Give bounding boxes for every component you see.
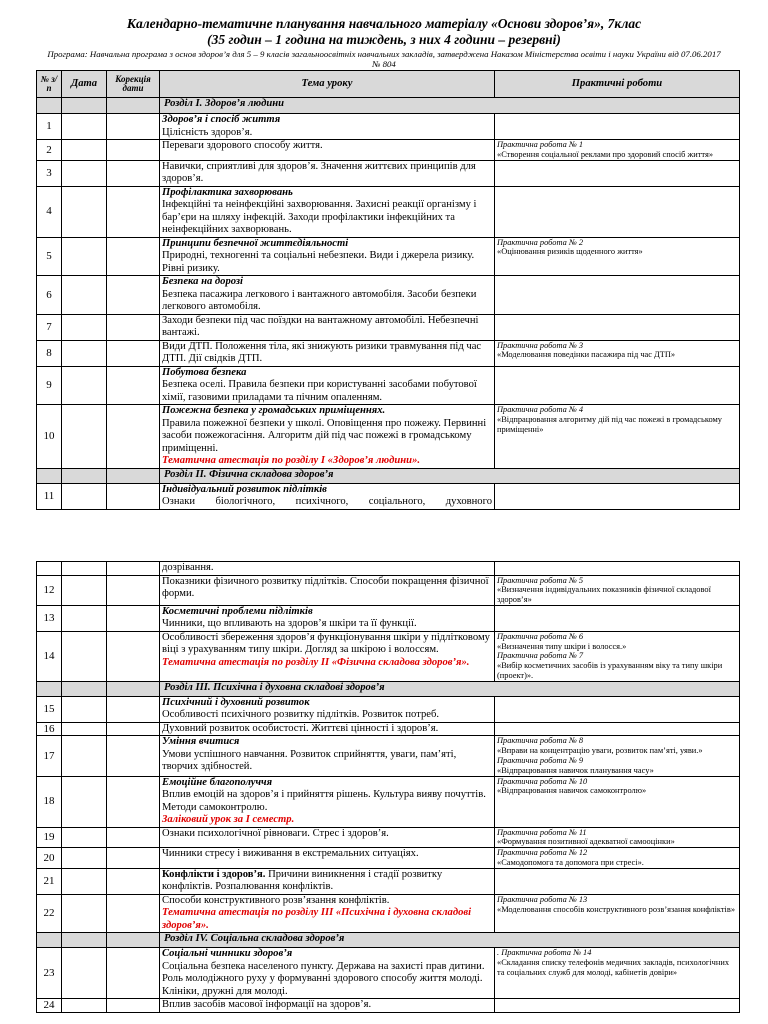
lesson-correction	[107, 736, 160, 776]
lesson-number: 4	[37, 186, 62, 237]
topic-text: Духовний розвиток особистості. Життєві цінності і здоров’я.	[162, 722, 439, 734]
lesson-number: 8	[37, 340, 62, 366]
lesson-practice	[495, 631, 740, 681]
lesson-date	[62, 605, 107, 631]
rows-group-d	[37, 696, 740, 932]
lesson-row	[37, 605, 740, 631]
lesson-topic	[160, 736, 495, 776]
lesson-date	[62, 848, 107, 869]
document-title: Календарно-тематичне планування навчального матеріалу «Основи здоров’я», 7клас	[126, 16, 642, 31]
lesson-number: 7	[37, 314, 62, 340]
lesson-practice	[495, 848, 740, 869]
lesson-practice	[495, 483, 740, 509]
lesson-row	[37, 160, 740, 186]
section-row	[37, 468, 740, 483]
section-title: Розділ ІІІ. Психічна і духовна складові здоров’я	[160, 681, 740, 696]
lesson-correction	[107, 827, 160, 848]
lesson-row	[37, 483, 740, 509]
lesson-correction	[107, 186, 160, 237]
lesson-practice	[495, 827, 740, 848]
lesson-correction	[107, 894, 160, 933]
lesson-number: 18	[37, 776, 62, 827]
lesson-date	[62, 186, 107, 237]
document-subtitle: (35 годин – 1 година на тиждень, з них 4 години – резервні)	[207, 32, 561, 47]
lesson-row	[37, 827, 740, 848]
lesson-practice	[495, 340, 740, 366]
lesson-date	[62, 483, 107, 509]
lesson-topic	[160, 948, 495, 999]
topic-text: Особливості психічного розвитку підлітків. Розвиток потреб.	[162, 709, 440, 721]
lesson-number: 24	[37, 999, 62, 1013]
lesson-topic	[160, 894, 495, 933]
lesson-number: 10	[37, 405, 62, 469]
practice-title: «Визначення типу шкіри і волосся.»	[497, 641, 627, 651]
lesson-correction	[107, 114, 160, 140]
lesson-row	[37, 722, 740, 736]
lesson-number: 11	[37, 483, 62, 509]
lesson-topic	[160, 848, 495, 869]
lesson-practice	[495, 776, 740, 827]
lesson-correction	[107, 948, 160, 999]
lesson-correction	[107, 237, 160, 276]
lesson-row	[37, 999, 740, 1013]
practice-title: «Відпрацювання навичок планування часу»	[497, 765, 654, 775]
lesson-correction	[107, 483, 160, 509]
lesson-number: 17	[37, 736, 62, 776]
lesson-number: 14	[37, 631, 62, 681]
lesson-correction	[107, 631, 160, 681]
practice-number: Практична робота № 4	[497, 405, 584, 415]
practice-title: «Формування позитивної адекватної самооцінки»	[497, 837, 675, 847]
lesson-topic	[160, 776, 495, 827]
rows-group-e	[37, 948, 740, 1013]
topic-text: Умови успішного навчання. Розвиток сприйняття, уваги, пам’яті, творчих здібностей.	[162, 748, 457, 773]
topic-text: Вплив емоцій на здоров’я і прийняття рішень. Культура вияву почуттів. Методи самоконтролю.	[162, 789, 486, 813]
lesson-correction	[107, 696, 160, 722]
table-header-row	[37, 71, 740, 98]
lesson-practice	[495, 736, 740, 776]
lesson-row	[37, 405, 740, 469]
topic-text: Вплив засобів масової інформації на здоров’я.	[162, 999, 372, 1011]
practice-number: Практична робота № 3	[497, 340, 584, 350]
topic-heading: Безпека на дорозі	[162, 276, 243, 288]
lesson-correction	[107, 276, 160, 315]
topic-heading: Принципи безпечної життєдіяльності	[162, 237, 349, 249]
attestation-note: Заліковий урок за І семестр.	[162, 814, 295, 826]
practice-title: «Створення соціальної реклами про здоровий спосіб життя»	[497, 149, 714, 159]
lesson-date	[62, 575, 107, 605]
topic-text: Правила пожежної безпеки у школі. Оповіщення про пожежу. Первинні засоби пожежогасіння. Алгоритм дій під час пожежі в громадському приміщенні.	[162, 417, 487, 454]
lesson-number: 21	[37, 868, 62, 894]
continuation-row	[37, 562, 740, 576]
lesson-date	[62, 340, 107, 366]
topic-text: Навички, сприятливі для здоров’я. Значення життєвих принципів для здоров’я.	[162, 160, 476, 185]
practice-number: . Практична робота № 14	[497, 948, 592, 958]
lesson-date	[62, 999, 107, 1013]
section-title: Розділ IV. Соціальна складова здоров’я	[160, 933, 740, 948]
practice-title: «Вправи на концентрацію уваги, розвиток пам’яті, уяви.»	[497, 746, 703, 756]
section-row	[37, 681, 740, 696]
lesson-topic	[160, 186, 495, 237]
lesson-number: 6	[37, 276, 62, 315]
topic-text: Заходи безпеки під час поїздки на вантажному автомобілі. Небезпечні вантажі.	[162, 314, 479, 339]
lesson-number: 12	[37, 575, 62, 605]
lesson-practice	[495, 405, 740, 469]
lesson-correction	[107, 722, 160, 736]
topic-heading: Соціальні чинники здоров’я	[162, 948, 293, 960]
lesson-row	[37, 114, 740, 140]
section-title: Розділ ІІ. Фізична складова здоров’я	[160, 468, 740, 483]
lesson-topic	[160, 696, 495, 722]
col-header-topic: Тема уроку	[160, 71, 495, 98]
lesson-practice	[495, 314, 740, 340]
lesson-date	[62, 736, 107, 776]
lesson-row	[37, 776, 740, 827]
col-header-practice: Практичні роботи	[495, 71, 740, 98]
lesson-date	[62, 948, 107, 999]
topic-text: Способи конструктивного розв’язання конфліктів.	[162, 894, 390, 906]
lesson-number: 22	[37, 894, 62, 933]
lesson-number: 16	[37, 722, 62, 736]
practice-number: Практична робота № 13	[497, 894, 588, 904]
lesson-row	[37, 848, 740, 869]
col-header-num: № з/п	[37, 71, 62, 98]
practice-title: «Вибір косметичних засобів із урахуванням віку та типу шкіри (проект)».	[497, 661, 723, 681]
lesson-topic	[160, 340, 495, 366]
topic-text: Природні, техногенні та соціальні небезпеки. Види і джерела ризику. Рівні ризику.	[162, 250, 475, 274]
lesson-practice	[495, 605, 740, 631]
lesson-topic	[160, 575, 495, 605]
attestation-note: Тематична атестація по розділу І «Здоров’я людини».	[162, 455, 421, 467]
lesson-row	[37, 314, 740, 340]
plan-table-page-1	[36, 70, 740, 510]
continuation-text: дозрівання.	[160, 562, 495, 576]
practice-title: «Моделювання способів конструктивного розв’язання конфліктів»	[497, 904, 736, 914]
rows-group-b	[37, 483, 740, 509]
lesson-practice	[495, 696, 740, 722]
practice-number: Практична робота № 7	[497, 651, 584, 661]
attestation-note: Тематична атестація по розділу ІІ «Фізична складова здоров’я».	[162, 656, 470, 668]
lesson-date	[62, 114, 107, 140]
lesson-practice	[495, 999, 740, 1013]
section-row	[37, 98, 740, 114]
lesson-row	[37, 696, 740, 722]
practice-title: «Визначення індивідуальних показників фізичної складової здоров’я»	[497, 585, 711, 605]
lesson-number: 1	[37, 114, 62, 140]
lesson-practice	[495, 575, 740, 605]
lesson-number: 20	[37, 848, 62, 869]
lesson-row	[37, 736, 740, 776]
lesson-topic	[160, 314, 495, 340]
topic-heading: Емоційне благополуччя	[162, 776, 273, 788]
lesson-date	[62, 276, 107, 315]
lesson-date	[62, 160, 107, 186]
lesson-topic	[160, 160, 495, 186]
topic-heading: Психічний і духовний розвиток	[162, 696, 310, 708]
lesson-topic	[160, 827, 495, 848]
col-header-date: Дата	[62, 71, 107, 98]
lesson-practice	[495, 894, 740, 933]
practice-number: Практична робота № 12	[497, 848, 588, 858]
lesson-number: 5	[37, 237, 62, 276]
practice-title: «Складання списку телефонів медичних закладів, психологічних та соціальних служб для молоді, кабінетів довіри»	[497, 958, 730, 977]
lesson-number: 15	[37, 696, 62, 722]
topic-text: Переваги здорового способу життя.	[162, 140, 323, 151]
topic-text: Соціальна безпека населеного пункту. Держава на захисті прав дитини. Роль молодіжного руху у формуванні здорового способу життя молоді. Клініки, дружні для молоді.	[162, 960, 485, 997]
lesson-correction	[107, 340, 160, 366]
lesson-practice	[495, 140, 740, 161]
topic-text: Безпека пасажира легкового і вантажного автомобіля. Засоби безпеки легкового автомобіля.	[162, 288, 477, 313]
lesson-date	[62, 722, 107, 736]
lesson-topic	[160, 722, 495, 736]
lesson-topic	[160, 483, 495, 509]
practice-title: «Оцінювання ризиків щоденного життя»	[497, 247, 643, 257]
practice-number: Практична робота № 6	[497, 631, 584, 641]
col-header-correction: Корекція дати	[107, 71, 160, 98]
rows-group-a	[37, 114, 740, 469]
lesson-date	[62, 868, 107, 894]
lesson-topic	[160, 405, 495, 469]
practice-title: «Самодопомога та допомога при стресі».	[497, 857, 644, 867]
lesson-practice	[495, 114, 740, 140]
topic-text: Особливості збереження здоров’я функціонування шкіри у підлітковому віці з урахуванням типу шкіри. Догляд за шкірою і волоссям.	[162, 631, 490, 656]
lesson-practice	[495, 366, 740, 405]
lesson-practice	[495, 722, 740, 736]
practice-number: Практична робота № 5	[497, 575, 584, 585]
lesson-date	[62, 894, 107, 933]
plan-table-page-2	[36, 561, 740, 1013]
lesson-correction	[107, 848, 160, 869]
lesson-date	[62, 696, 107, 722]
lesson-practice	[495, 160, 740, 186]
topic-text: Причини виникнення і стадії розвитку конфліктів. Розпалювання конфліктів.	[162, 868, 443, 893]
lesson-date	[62, 827, 107, 848]
lesson-correction	[107, 366, 160, 405]
topic-text: Цілісність здоров’я.	[162, 126, 253, 138]
lesson-number: 2	[37, 140, 62, 161]
practice-number: Практична робота № 9	[497, 755, 584, 765]
lesson-number: 13	[37, 605, 62, 631]
lesson-correction	[107, 605, 160, 631]
lesson-practice	[495, 186, 740, 237]
lesson-row	[37, 948, 740, 999]
lesson-correction	[107, 314, 160, 340]
lesson-row	[37, 631, 740, 681]
lesson-row	[37, 276, 740, 315]
lesson-practice	[495, 237, 740, 276]
practice-title: «Моделювання поведінки пасажира під час ДТП»	[497, 350, 676, 360]
lesson-number: 3	[37, 160, 62, 186]
topic-text: Ознаки психологічної рівноваги. Стрес і здоров’я.	[162, 827, 389, 839]
section-row	[37, 933, 740, 948]
topic-heading: Індивідуальний розвиток підлітків	[162, 483, 327, 495]
topic-heading: Пожежна безпека у громадських приміщеннях.	[162, 405, 386, 417]
lesson-row	[37, 186, 740, 237]
lesson-row	[37, 340, 740, 366]
lesson-date	[62, 631, 107, 681]
attestation-note: Тематична атестація по розділу ІІІ «Психічна і духовна складові здоров’я».	[162, 907, 472, 931]
lesson-date	[62, 237, 107, 276]
topic-heading: Косметичні проблеми підлітків	[162, 605, 313, 617]
lesson-practice	[495, 276, 740, 315]
practice-number: Практична робота № 1	[497, 140, 584, 149]
topic-heading: Уміння вчитися	[162, 736, 240, 748]
lesson-topic	[160, 631, 495, 681]
practice-title: «Відпрацювання алгоритму дій під час пожежі в громадському приміщенні»	[497, 414, 722, 434]
lesson-topic	[160, 868, 495, 894]
topic-text: Чинники, що впливають на здоров’я шкіри та її функції.	[162, 618, 417, 630]
lesson-topic	[160, 114, 495, 140]
lesson-practice	[495, 868, 740, 894]
lesson-correction	[107, 140, 160, 161]
lesson-date	[62, 405, 107, 469]
topic-text: Ознаки біологічного, психічного, соціального, духовного	[162, 496, 492, 508]
practice-title: «Відпрацювання навичок самоконтролю»	[497, 786, 647, 796]
lesson-correction	[107, 405, 160, 469]
lesson-row	[37, 894, 740, 933]
practice-number: Практична робота № 10	[497, 776, 588, 786]
lesson-row	[37, 575, 740, 605]
section-title: Розділ І. Здоров’я людини	[160, 98, 740, 114]
lesson-topic	[160, 276, 495, 315]
topic-heading: Здоров’я і спосіб життя	[162, 114, 281, 125]
practice-number: Практична робота № 8	[497, 736, 584, 746]
lesson-correction	[107, 999, 160, 1013]
lesson-correction	[107, 160, 160, 186]
lesson-topic	[160, 999, 495, 1013]
topic-text: Чинники стресу і виживання в екстремальних ситуаціях.	[162, 848, 419, 860]
topic-text: Показники фізичного розвитку підлітків. Способи покращення фізичної форми.	[162, 575, 489, 599]
lesson-correction	[107, 868, 160, 894]
lesson-topic	[160, 605, 495, 631]
practice-number: Практична робота № 11	[497, 827, 587, 837]
topic-heading: Профілактика захворювань	[162, 186, 293, 198]
lesson-correction	[107, 575, 160, 605]
lesson-topic	[160, 140, 495, 161]
lesson-number: 9	[37, 366, 62, 405]
topic-text: Види ДТП. Положення тіла, які знижують ризики травмування під час ДТП. Дії свідків ДТП.	[162, 340, 482, 365]
lesson-correction	[107, 776, 160, 827]
lesson-practice	[495, 948, 740, 999]
topic-heading: Конфлікти і здоров’я.	[162, 868, 266, 880]
lesson-number: 19	[37, 827, 62, 848]
lesson-row	[37, 868, 740, 894]
lesson-row	[37, 140, 740, 161]
lesson-row	[37, 366, 740, 405]
lesson-topic	[160, 237, 495, 276]
lesson-date	[62, 776, 107, 827]
topic-heading: Побутова безпека	[162, 366, 247, 378]
lesson-row	[37, 237, 740, 276]
lesson-date	[62, 140, 107, 161]
lesson-date	[62, 366, 107, 405]
rows-group-c	[37, 575, 740, 681]
practice-number: Практична робота № 2	[497, 237, 584, 247]
topic-text: Безпека оселі. Правила безпеки при користуванні засобами побутової хімії, газовими приладами та пічним опаленням.	[162, 379, 477, 403]
lesson-number: 23	[37, 948, 62, 999]
program-note: Програма: Навчальна програма з основ здоров’я для 5 – 9 класів загальноосвітніх навчальних закладів, затверджена Наказом Міністерства освіти і науки України від 07.06.2017 № 804	[47, 49, 721, 69]
topic-text: Інфекційні та неінфекційні захворювання. Захисні реакції організму і бар’єри на шляху інфекцій. Заходи профілактики інфекційних та неінфекційних захворювань.	[162, 199, 477, 236]
document-header	[0, 16, 768, 69]
lesson-date	[62, 314, 107, 340]
lesson-topic	[160, 366, 495, 405]
